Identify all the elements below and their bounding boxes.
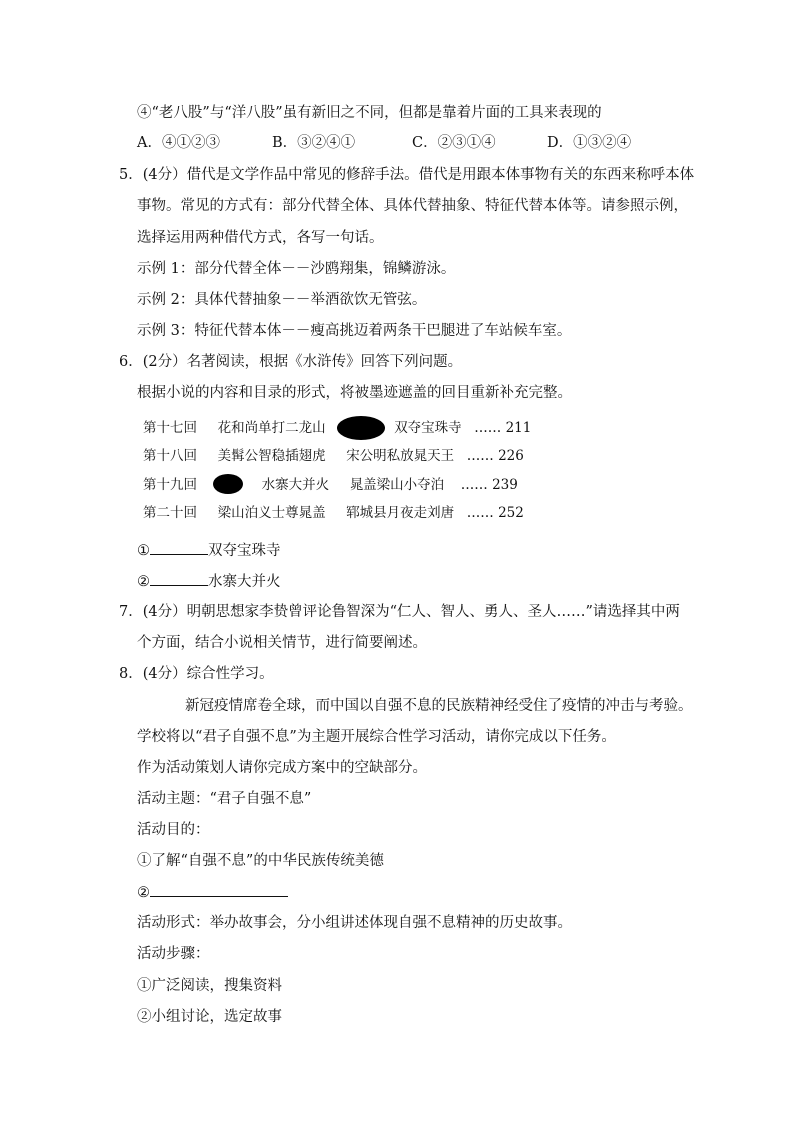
- toc-num: 第十七回: [143, 420, 197, 436]
- option-d[interactable]: D．①③②④: [547, 135, 632, 151]
- ink-blot-2: [213, 474, 243, 494]
- q8-purpose2-input[interactable]: [150, 882, 288, 897]
- toc-title-b: 双夺宝珠寺: [394, 420, 462, 436]
- q8-step1: ①广泛阅读，搜集资料: [137, 978, 282, 994]
- q6-blank1-line: ① 双夺宝珠寺: [137, 540, 281, 561]
- toc-page: …… 211: [474, 420, 532, 436]
- toc-title-a: 水寨大并火: [261, 477, 330, 493]
- q6-line1: 6．(2分）名著阅读，根据《水浒传》回答下列问题。: [119, 354, 463, 370]
- q8-paragraph1: 新冠疫情席卷全球，而中国以自强不息的民族精神经受住了疫情的冲击与考验。: [185, 698, 693, 714]
- q5-line2: 事物。常见的方式有：部分代替全体、具体代替抽象、特征代替本体等。请参照示例，: [137, 198, 688, 214]
- q4-item4: ④“老八股”与“洋八股”虽有新旧之不同，但都是靠着片面的工具来表现的: [137, 105, 602, 121]
- toc-title-a: 美髯公智稳插翅虎: [217, 448, 326, 464]
- q8-paragraph3: 作为活动策划人请你完成方案中的空缺部分。: [137, 760, 427, 776]
- q5-example2: 示例 2：具体代替抽象－－举酒欲饮无管弦。: [137, 292, 427, 308]
- option-c[interactable]: C．②③①④: [412, 135, 496, 151]
- toc-title-b: 晁盖梁山小夺泊: [349, 477, 445, 493]
- q4-options: [137, 133, 697, 153]
- q6-blank2-input[interactable]: [150, 571, 208, 586]
- ink-blot-1: [337, 416, 385, 440]
- q6-blank1-input[interactable]: [150, 540, 208, 555]
- toc-row-18: [143, 446, 524, 466]
- q6-blank2-line: ② 水寨大并火: [137, 571, 281, 592]
- q8-form: 活动形式：举办故事会，分小组讲述体现自强不息精神的历史故事。: [137, 915, 572, 931]
- q8-theme: 活动主题：“君子自强不息”: [137, 791, 312, 807]
- q8-steps: 活动步骤：: [137, 946, 210, 962]
- toc-page: …… 252: [466, 505, 524, 521]
- option-b[interactable]: B．③②④①: [272, 135, 356, 151]
- toc-num: 第二十回: [143, 505, 197, 521]
- option-a[interactable]: A．④①②③: [137, 135, 220, 151]
- toc-row-20: [143, 503, 524, 523]
- toc-num: 第十八回: [143, 448, 197, 464]
- q8-purpose1: ①了解“自强不息”的中华民族传统美德: [137, 853, 384, 869]
- q8-step2: ②小组讨论，选定故事: [137, 1009, 282, 1025]
- q7-line1: 7．(4分）明朝思想家李贽曾评论鲁智深为“仁人、智人、勇人、圣人……”请选择其中两: [119, 604, 680, 620]
- toc-page: …… 226: [466, 448, 524, 464]
- toc-title-a: 梁山泊义士尊晁盖: [217, 505, 326, 521]
- q8-line1: 8．(4分）综合性学习。: [119, 666, 274, 682]
- q5-line1: 5．(4分）借代是文学作品中常见的修辞手法。借代是用跟本体事物有关的东西来称呼本体: [119, 167, 695, 183]
- toc-num: 第十九回: [143, 477, 197, 493]
- q5-line3: 选择运用两种借代方式，各写一句话。: [137, 230, 384, 246]
- q5-example3: 示例 3：特征代替本体－－瘦高挑迈着两条干巴腿进了车站候车室。: [137, 323, 572, 339]
- toc-title-a: 花和尚单打二龙山: [217, 420, 326, 436]
- toc-title-b: 宋公明私放晁天王: [346, 448, 455, 464]
- toc-page: …… 239: [460, 477, 518, 493]
- toc-row-19: [143, 475, 518, 495]
- q8-paragraph2: 学校将以“君子自强不息”为主题开展综合性学习活动，请你完成以下任务。: [137, 729, 616, 745]
- q5-example1: 示例 1：部分代替全体－－沙鸥翔集，锦鳞游泳。: [137, 261, 456, 277]
- q7-line2: 个方面，结合小说相关情节，进行简要阐述。: [137, 635, 427, 651]
- toc-title-b: 郓城县月夜走刘唐: [346, 505, 455, 521]
- q8-purpose2-line: ②: [137, 882, 288, 903]
- q6-line2: 根据小说的内容和目录的形式，将被墨迹遮盖的回目重新补充完整。: [137, 385, 572, 401]
- q8-purpose: 活动目的：: [137, 822, 210, 838]
